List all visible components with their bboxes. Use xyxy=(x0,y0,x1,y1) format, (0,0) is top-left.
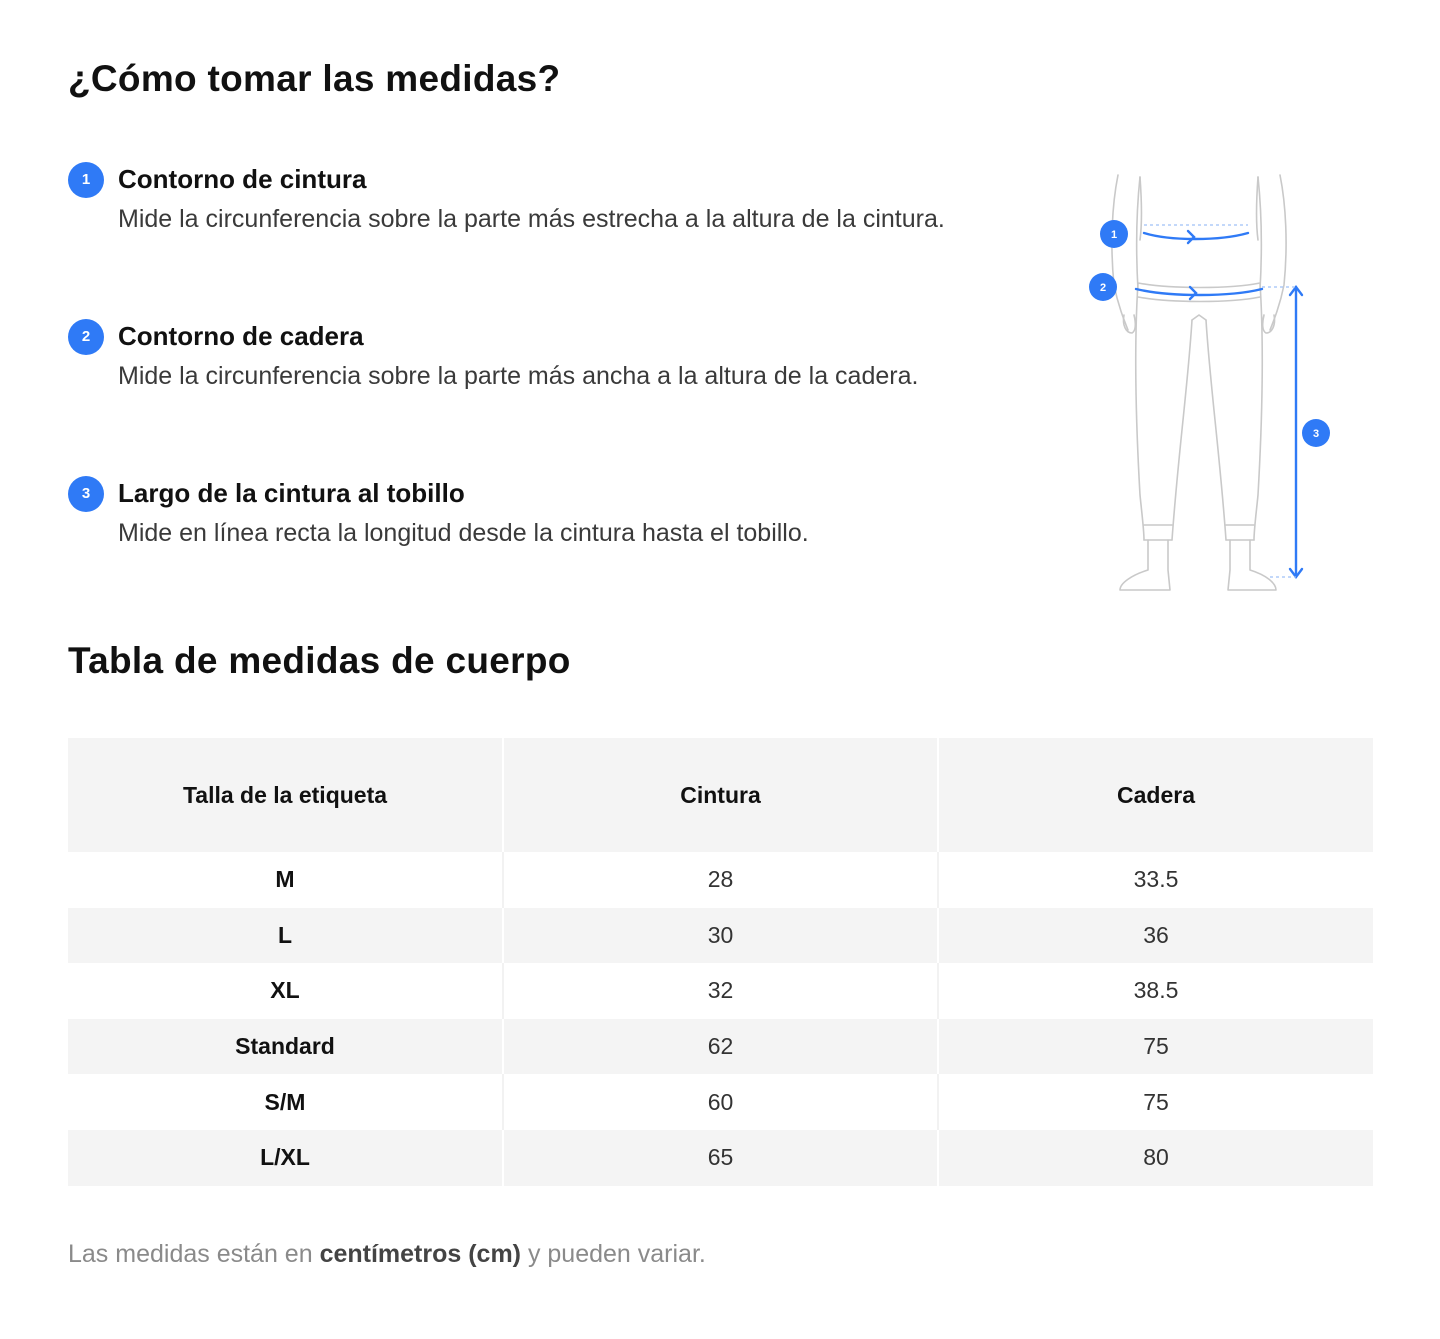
step-number-badge: 3 xyxy=(68,476,104,512)
cell-hip: 38.5 xyxy=(938,963,1373,1019)
table-row xyxy=(68,1130,1373,1186)
cell-hip: 75 xyxy=(938,1074,1373,1130)
cell-size: Standard xyxy=(68,1019,503,1075)
table-row xyxy=(68,963,1373,1019)
units-footnote xyxy=(68,1240,706,1269)
cell-waist: 65 xyxy=(503,1130,938,1186)
step-description: Mide en línea recta la longitud desde la cintura hasta el tobillo. xyxy=(118,519,809,547)
step-description: Mide la circunferencia sobre la parte más ancha a la altura de la cadera. xyxy=(118,362,919,390)
step-title: Largo de la cintura al tobillo xyxy=(118,478,465,508)
footnote-text-start: Las medidas están en xyxy=(68,1240,320,1268)
step-description: Mide la circunferencia sobre la parte más estrecha a la altura de la cintura. xyxy=(118,205,945,233)
step-title: Contorno de cadera xyxy=(118,321,364,351)
table-row xyxy=(68,1074,1373,1130)
table-row xyxy=(68,908,1373,964)
table-row xyxy=(68,852,1373,908)
page-title: ¿Cómo tomar las medidas? xyxy=(68,58,561,99)
step-number-badge: 2 xyxy=(68,319,104,355)
cell-waist: 28 xyxy=(503,852,938,908)
cell-waist: 30 xyxy=(503,908,938,964)
cell-hip: 36 xyxy=(938,908,1373,964)
cell-size: XL xyxy=(68,963,503,1019)
cell-size: M xyxy=(68,852,503,908)
header-size: Talla de la etiqueta xyxy=(68,738,503,852)
table-row xyxy=(68,1019,1373,1075)
cell-waist: 32 xyxy=(503,963,938,1019)
cell-hip: 33.5 xyxy=(938,852,1373,908)
measurement-figure xyxy=(1080,165,1340,605)
marker-3-label: 3 xyxy=(1312,428,1320,440)
cell-hip: 75 xyxy=(938,1019,1373,1075)
pants-figure-icon xyxy=(1080,165,1340,605)
footnote-text-end: y pueden variar. xyxy=(521,1240,706,1268)
cell-size: L xyxy=(68,908,503,964)
table-title: Tabla de medidas de cuerpo xyxy=(68,640,571,681)
header-waist: Cintura xyxy=(503,738,938,852)
cell-hip: 80 xyxy=(938,1130,1373,1186)
step-number-badge: 1 xyxy=(68,162,104,198)
cell-size: S/M xyxy=(68,1074,503,1130)
marker-2-label: 2 xyxy=(1099,282,1107,294)
cell-waist: 62 xyxy=(503,1019,938,1075)
cell-waist: 60 xyxy=(503,1074,938,1130)
header-hip: Cadera xyxy=(938,738,1373,852)
cell-size: L/XL xyxy=(68,1130,503,1186)
size-table xyxy=(68,738,1373,1186)
step-title: Contorno de cintura xyxy=(118,164,367,194)
table-header-row xyxy=(68,738,1373,852)
marker-1-label: 1 xyxy=(1110,229,1118,241)
footnote-unit: centímetros (cm) xyxy=(319,1240,522,1268)
